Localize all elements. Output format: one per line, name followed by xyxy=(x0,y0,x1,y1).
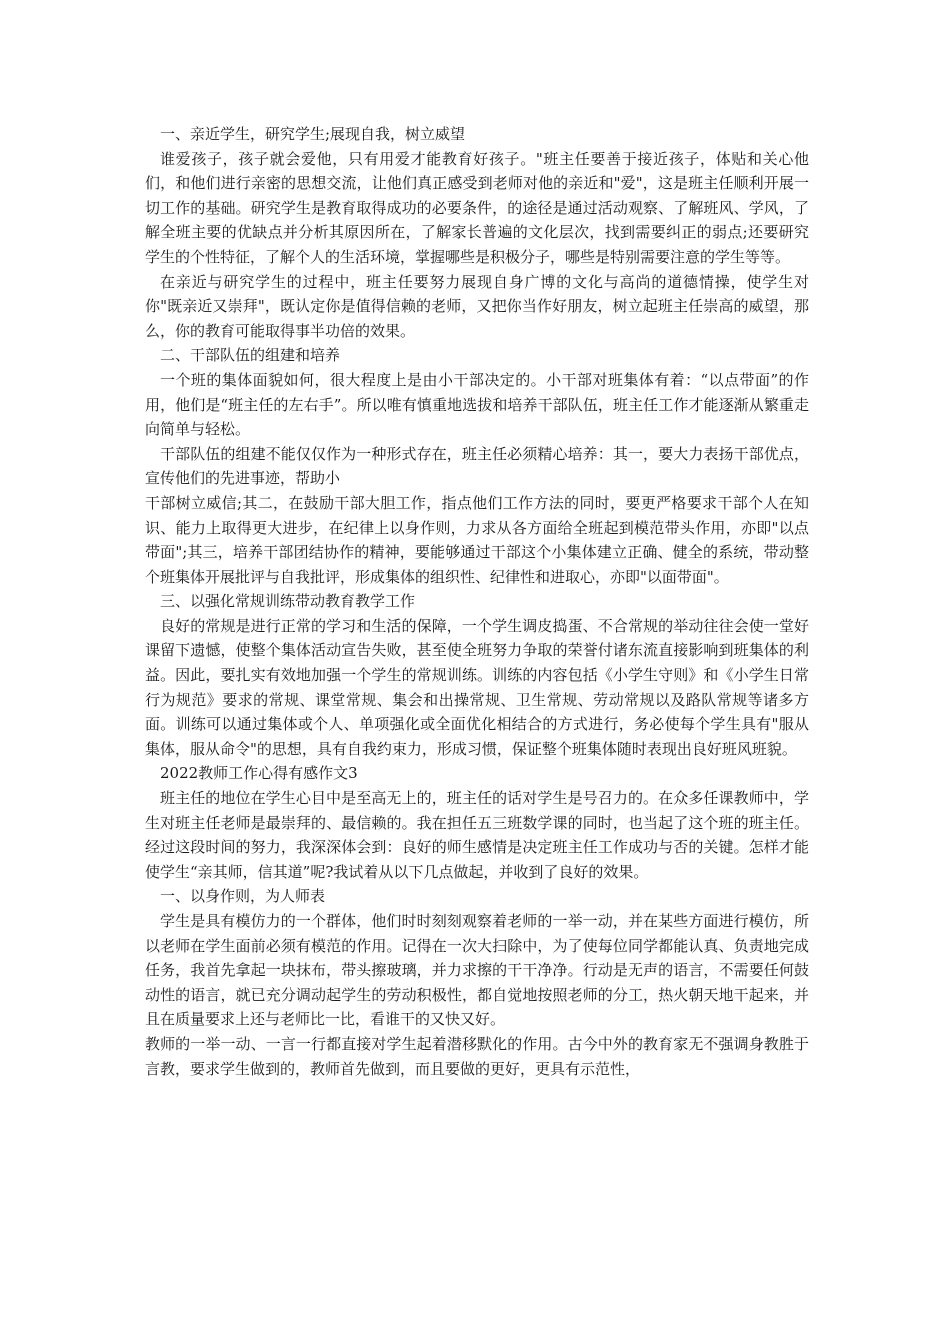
paragraph: 教师的一举一动、一言一行都直接对学生起着潜移默化的作用。古今中外的教育家无不强调身教胜于言教，要求学生做到的，教师首先做到，而且要做的更好，更具有示范性， xyxy=(145,1034,809,1078)
article-title: 2022教师工作心得有感作文3 xyxy=(160,764,358,783)
paragraph: 在亲近与研究学生的过程中，班主任要努力展现自身广博的文化与高尚的道德情操，使学生对你"既亲近又崇拜"，既认定你是值得信赖的老师，又把你当作好朋友，树立起班主任崇高的威望，那么，你的教育可能取得事半功倍的效果。 xyxy=(145,272,809,340)
document-body xyxy=(145,122,809,1081)
section-heading: 三、以强化常规训练带动教育教学工作 xyxy=(160,592,416,611)
paragraph: 一个班的集体面貌如何，很大程度上是由小干部决定的。小干部对班集体有着：“以点带面”的作用，他们是“班主任的左右手”。所以唯有慎重地选拔和培养干部队伍，班主任工作才能逐渐从繁重走向简单与轻松。 xyxy=(145,370,809,439)
paragraph: 干部队伍的组建不能仅仅作为一种形式存在，班主任必须精心培养：其一，要大力表扬干部优点，宣传他们的先进事迹，帮助小 xyxy=(145,444,809,488)
section-heading: 二、干部队伍的组建和培养 xyxy=(160,346,341,365)
section-heading: 一、亲近学生，研究学生;展现自我，树立威望 xyxy=(160,125,466,143)
section-heading: 一、以身作则，为人师表 xyxy=(160,887,326,906)
paragraph: 良好的常规是进行正常的学习和生活的保障，一个学生调皮捣蛋、不合常规的举动往往会使一堂好课留下遗憾，使整个集体活动宣告失败，甚至使全班努力争取的荣誉付诸东流直接影响到班集体的利益。因此，要扎实有效地加强一个学生的常规训练。训练的内容包括《小学生守则》和《小学生日常行为规范》要求的常规、课堂常规、集会和出操常规、卫生常规、劳动常规以及路队常规等诸多方面。训练可以通过集体或个人、单项强化或全面优化相结合的方式进行，务必使每个学生具有"服从集体，服从命令"的思想，具有自我约束力，形成习惯，保证整个班集体随时表现出良好班风班貌。 xyxy=(145,616,809,758)
paragraph: 学生是具有模仿力的一个群体，他们时时刻刻观察着老师的一举一动，并在某些方面进行模仿，所以老师在学生面前必须有模范的作用。记得在一次大扫除中，为了使每位同学都能认真、负责地完成任务，我首先拿起一块抹布，带头擦玻璃，并力求擦的干干净净。行动是无声的语言，不需要任何鼓动性的语言，就已充分调动起学生的劳动积极性，都自觉地按照老师的分工，热火朝天地干起来，并且在质量要求上还与老师比一比，看谁干的又快又好。 xyxy=(145,912,809,1029)
paragraph: 班主任的地位在学生心目中是至高无上的，班主任的话对学生是号召力的。在众多任课教师中，学生对班主任老师是最崇拜的、最信赖的。我在担任五三班数学课的同时，也当起了这个班的班主任。经过这段时间的努力，我深深体会到：良好的师生感情是决定班主任工作成功与否的关键。怎样才能使学生“亲其师，信其道”呢?我试着从以下几点做起，并收到了良好的效果。 xyxy=(145,789,809,881)
paragraph: 谁爱孩子，孩子就会爱他，只有用爱才能教育好孩子。"班主任要善于接近孩子，体贴和关心他们，和他们进行亲密的思想交流，让他们真正感受到老师对他的亲近和"爱"，这是班主任顺利开展一切工作的基础。研究学生是教育取得成功的必要条件，的途径是通过活动观察、了解班风、学风，了解全班主要的优缺点并分析其原因所在，了解家长普遍的文化层次，找到需要纠正的弱点;还要研究学生的个性特征，了解个人的生活环境，掌握哪些是积极分子，哪些是特别需要注意的学生等等。 xyxy=(145,149,809,266)
paragraph: 干部树立威信;其二，在鼓励干部大胆工作，指点他们工作方法的同时，要更严格要求干部个人在知识、能力上取得更大进步，在纪律上以身作则，力求从各方面给全班起到模范带头作用，亦即"以点带面";其三，培养干部团结协作的精神，要能够通过干部这个小集体建立正确、健全的系统，带动整个班集体开展批评与自我批评，形成集体的组织性、纪律性和进取心，亦即"以面带面"。 xyxy=(145,493,809,586)
